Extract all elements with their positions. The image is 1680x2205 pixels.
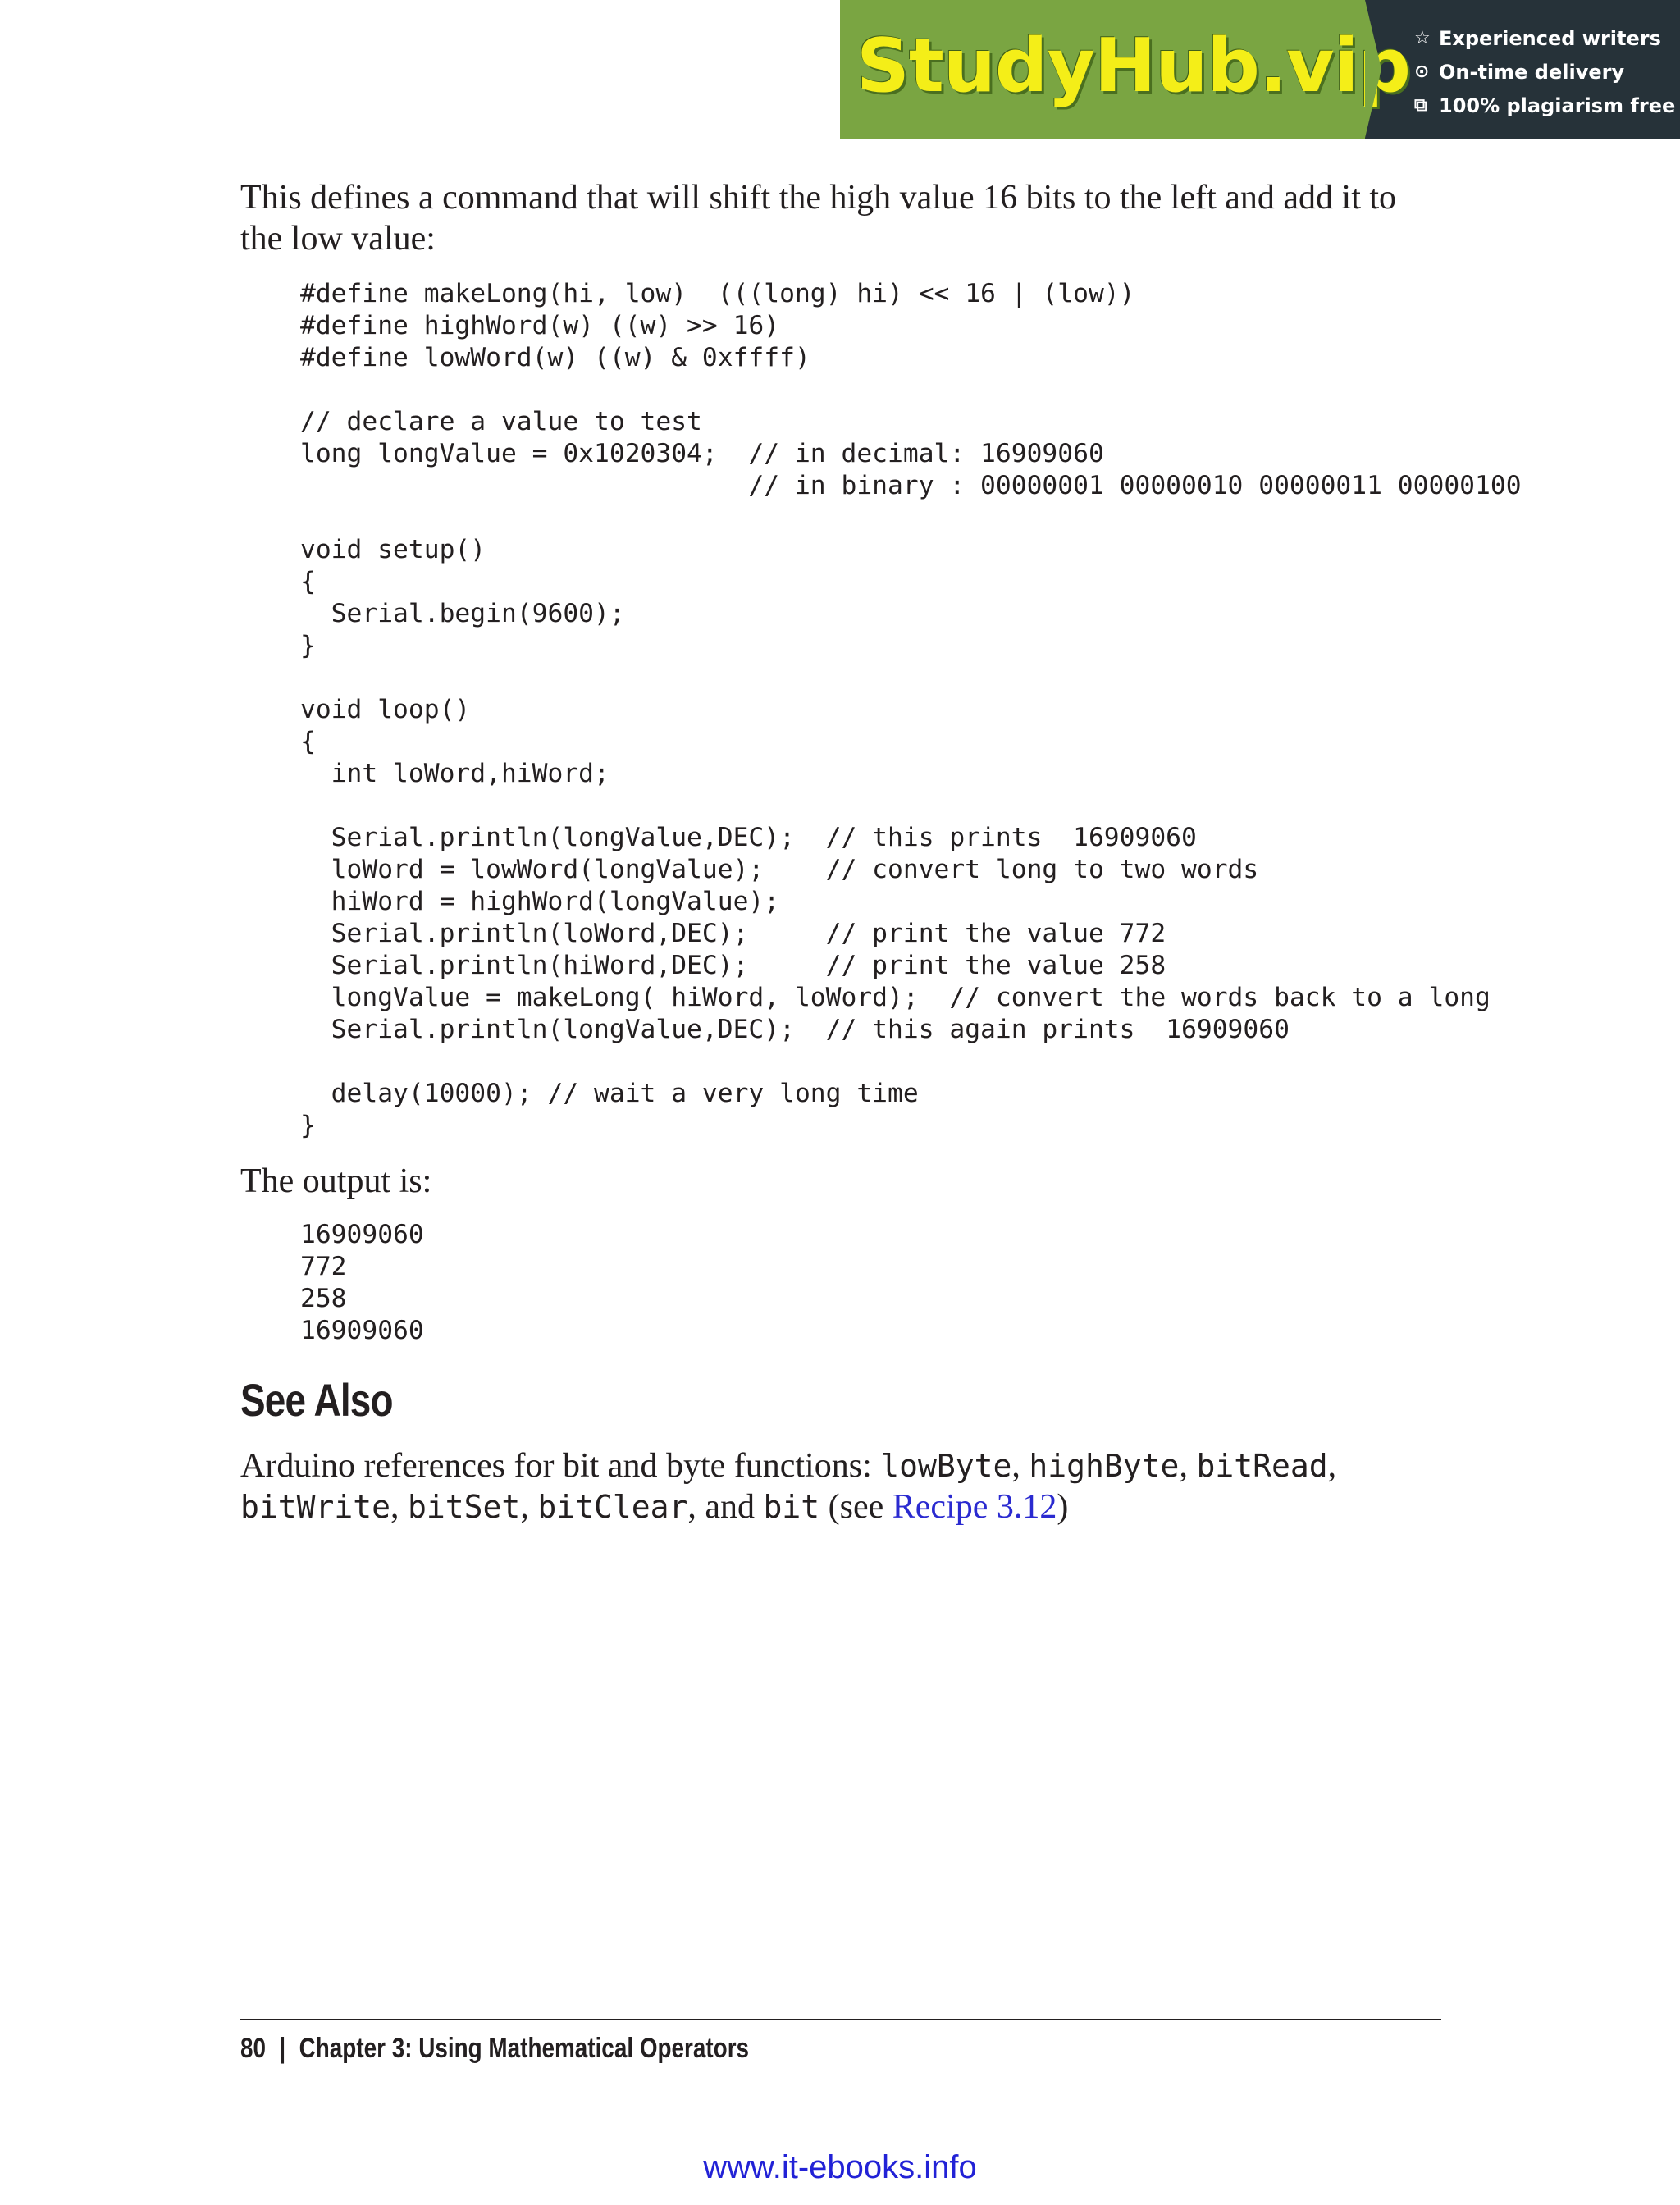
feature-item [1414,21,1680,55]
recipe-link[interactable]: Recipe 3.12 [892,1488,1057,1526]
separator: , [390,1488,409,1526]
brand-panel[interactable] [840,0,1410,139]
intro-paragraph: This defines a command that will shift the high value 16 bits to the left and add it to the low value: [240,179,1397,258]
separator: , [1327,1447,1337,1485]
separator: , [1179,1447,1197,1485]
code-ref: bitClear [537,1489,688,1525]
feature-label: Experienced writers [1439,26,1661,50]
copy-icon: ⧉ [1414,95,1427,116]
code-ref: lowByte [880,1448,1012,1484]
brand-logo[interactable]: StudyHub.vip [856,23,1410,109]
code-ref: highByte [1029,1448,1180,1484]
separator: , [520,1488,538,1526]
feature-item [1414,89,1680,122]
clock-icon: ⊙ [1414,62,1430,82]
see-also-text: Arduino references for bit and byte functions: [240,1447,881,1485]
chapter-title: Chapter 3: Using Mathematical Operators [299,2033,750,2064]
output-label: The output is: [240,1162,432,1200]
see-also-paragraph [240,1445,1441,1527]
page-footer [240,2029,749,2067]
code-listing: #define makeLong(hi, low) (((long) hi) << 16 | (low)) #define highWord(w) ((w) >> 16) #define lowWord(w) ((w) & 0xffff) // declare a value to test long longValue = 0x1020304; // in decimal: 16909060 // in binary : 00000001 00000010 00000011 00000100 void setup() { Serial.begin(9600); } void loop() { int loWord,hiWord; Serial.println(longValue,DEC); // this prints 16909060 loWord = lowWord(longValue); // convert long to two words hiWord = highWord(longValue); Serial.println(loWord,DEC); // print the value 772 Serial.println(hiWord,DEC); // print the value 258 longValue = makeLong( hiWord, loWord); // convert the words back to a long Serial.println(longValue,DEC); // this again prints 16909060 delay(10000); // wait a very long time } [300,279,1522,1140]
separator: ) [1057,1488,1069,1526]
code-ref: bit [763,1489,820,1525]
ad-banner[interactable] [840,0,1680,139]
section-heading: See Also [240,1374,393,1426]
code-ref: bitRead [1196,1448,1328,1484]
separator: (see [819,1488,892,1526]
page-number: 80 [240,2033,267,2064]
separator: , [1011,1447,1029,1485]
site-link[interactable]: www.it-ebooks.info [703,2149,977,2185]
output-listing: 16909060 772 258 16909060 [300,1220,424,1345]
star-icon: ☆ [1414,28,1431,48]
feature-list [1365,0,1680,139]
code-ref: bitSet [408,1489,521,1525]
feature-label: On-time delivery [1439,60,1625,84]
code-ref: bitWrite [240,1489,391,1525]
footer-separator: | [279,2033,286,2064]
feature-label: 100% plagiarism free [1439,94,1676,117]
footer-rule [240,2019,1441,2020]
separator: , and [687,1488,764,1526]
feature-item [1414,55,1680,89]
